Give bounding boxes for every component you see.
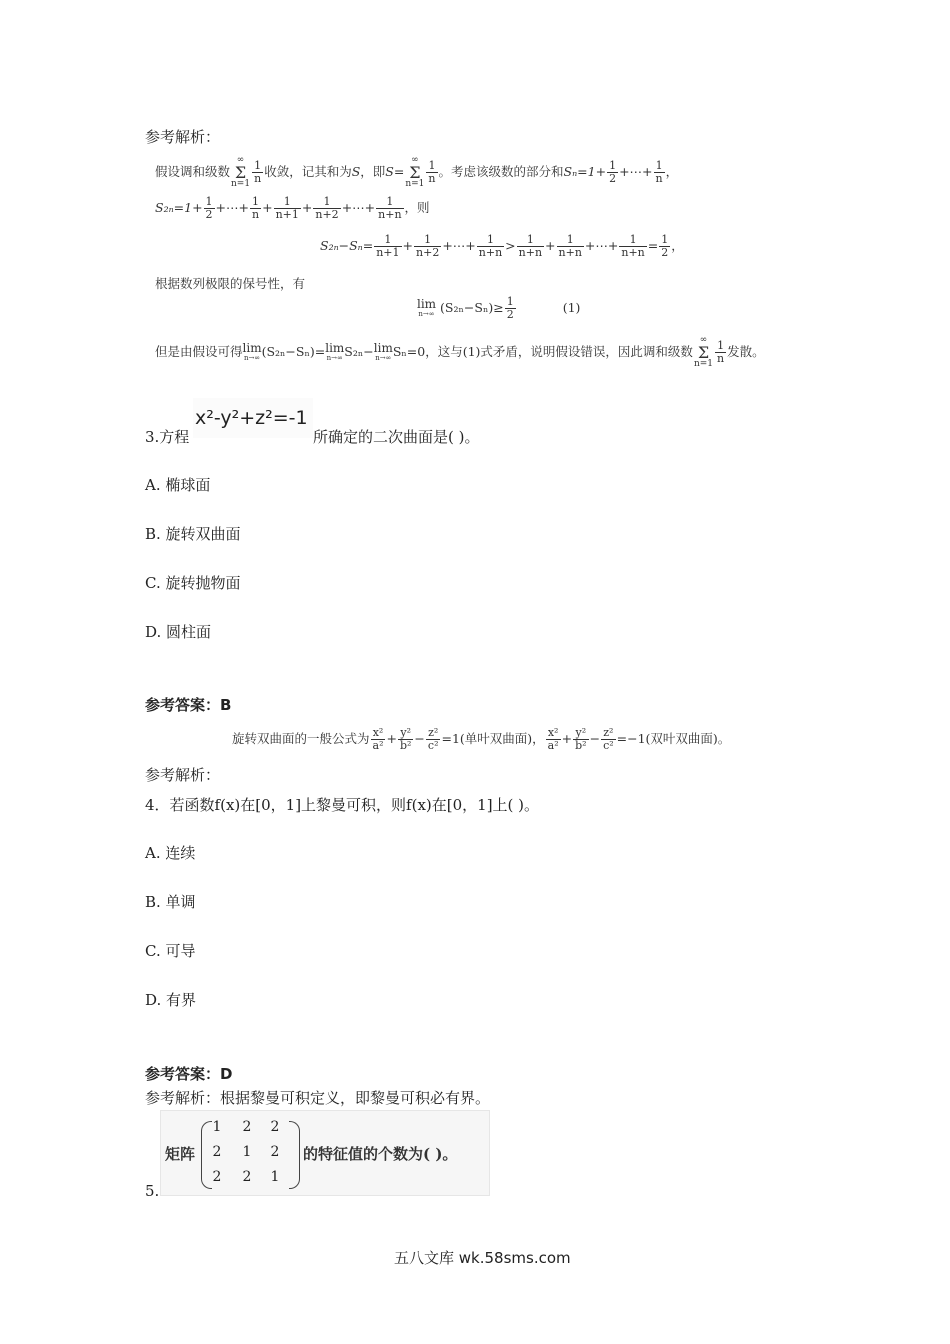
q4-answer-value: D (220, 1065, 233, 1083)
q4-option-d: D. 有界 (145, 991, 197, 1009)
q4-answer (145, 1064, 232, 1084)
q3-explain-image: 旋转双曲面的一般公式为 $\frac{\text{x²}}{\text{a²}}$ + $\frac{\text{y²}}{\text{b²}}$ − $\frac{\text{z²}}{\text{c²}}$ =1(单叶双曲面)， $\frac{\text{x²}}{\text{a²}}$ + $\frac{\text{y²}}{\text{b²}}$ − $\frac{\text{z²}}{\text{c²}}$ =−1(双叶双曲面)。 (232, 726, 731, 752)
q3-option-c: C. 旋转抛物面 (145, 574, 241, 592)
footer-watermark: 五八文库 wk.58sms.com (394, 1249, 571, 1267)
matrix-right-paren (289, 1121, 300, 1189)
q4-option-b: B. 单调 (145, 893, 196, 911)
q5-suffix: 的特征值的个数为( )。 (303, 1145, 458, 1163)
q5-matrix-image (160, 1110, 490, 1196)
q5-label: 矩阵 (165, 1145, 196, 1163)
proof-line-1: 假设调和级数∞ Σ n=1 $\frac{1}{n}$ 收敛，记其和为S，即S=∞ Σ n=1 $\frac{1}{n}$ 。考虑该级数的部分和Sₙ=1+ $\frac{1}{2}$ +⋯+ $\frac{1}{n}$ ， (155, 155, 679, 189)
q3-option-b: B. 旋转双曲面 (145, 525, 241, 543)
matrix-cell: 2 (242, 1119, 252, 1135)
matrix-cell: 1 (212, 1119, 222, 1135)
q4-answer-label: 参考答案： (145, 1065, 221, 1083)
proof-line-6: 但是由假设可得lim n→∞ (S₂ₙ−Sₙ)=lim n→∞ S₂ₙ−lim n→∞ Sₙ=0，这与(1)式矛盾，说明假设错误，因此调和级数∞ Σ n=1 $\frac{1}{n}$ 发散。 (155, 335, 765, 369)
matrix-cell: 2 (242, 1169, 252, 1185)
matrix-cell: 2 (270, 1119, 280, 1135)
q3-prefix: 3.方程 (145, 428, 190, 446)
proof-line-3: S₂ₙ−Sₙ= $\frac{1}{n+1}$ + $\frac{1}{n+2}$ +⋯+ $\frac{1}{n+n}$ > $\frac{1}{n+n}$ + $\frac{1}{n+n}$ +⋯+ $\frac{1}{n+n}$ = $\frac{1}{2}$ ， (320, 233, 684, 259)
q3-analysis-label: 参考解析： (145, 766, 221, 784)
q3-suffix: 所确定的二次曲面是( )。 (313, 428, 480, 446)
proof-line-5: lim n→∞ (S₂ₙ−Sₙ)≥ $\frac{1}{2}$ (1) (417, 295, 581, 321)
analysis-proof-image (155, 150, 795, 372)
q3-equation-image: x²-y²+z²=-1 (193, 398, 313, 438)
matrix-cell: 1 (270, 1169, 280, 1185)
q3-answer (145, 695, 231, 715)
q3-answer-value: B (220, 696, 232, 714)
q3-option-d: D. 圆柱面 (145, 623, 212, 641)
q5-number: 5. (145, 1182, 160, 1200)
matrix-cell: 2 (212, 1169, 222, 1185)
q4-option-a: A. 连续 (145, 844, 196, 862)
matrix-cell: 2 (270, 1144, 280, 1160)
q3-option-a: A. 椭球面 (145, 476, 211, 494)
matrix-cell: 1 (242, 1144, 252, 1160)
q3-answer-label: 参考答案： (145, 696, 221, 714)
q4-analysis: 参考解析：根据黎曼可积定义，即黎曼可积必有界。 (145, 1089, 491, 1107)
proof-line-2: S₂ₙ=1+ $\frac{1}{2}$ +⋯+ $\frac{1}{n}$ + $\frac{1}{n+1}$ + $\frac{1}{n+2}$ +⋯+ $\frac{1}{n+n}$ ，则 (155, 195, 430, 221)
proof-line-4: 根据数列极限的保号性，有 (155, 276, 306, 291)
analysis-label: 参考解析： (145, 128, 221, 146)
q4-option-c: C. 可导 (145, 942, 196, 960)
q4-question: 4．若函数f(x)在[0，1]上黎曼可积，则f(x)在[0，1]上( )。 (145, 796, 540, 814)
matrix-cell: 2 (212, 1144, 222, 1160)
